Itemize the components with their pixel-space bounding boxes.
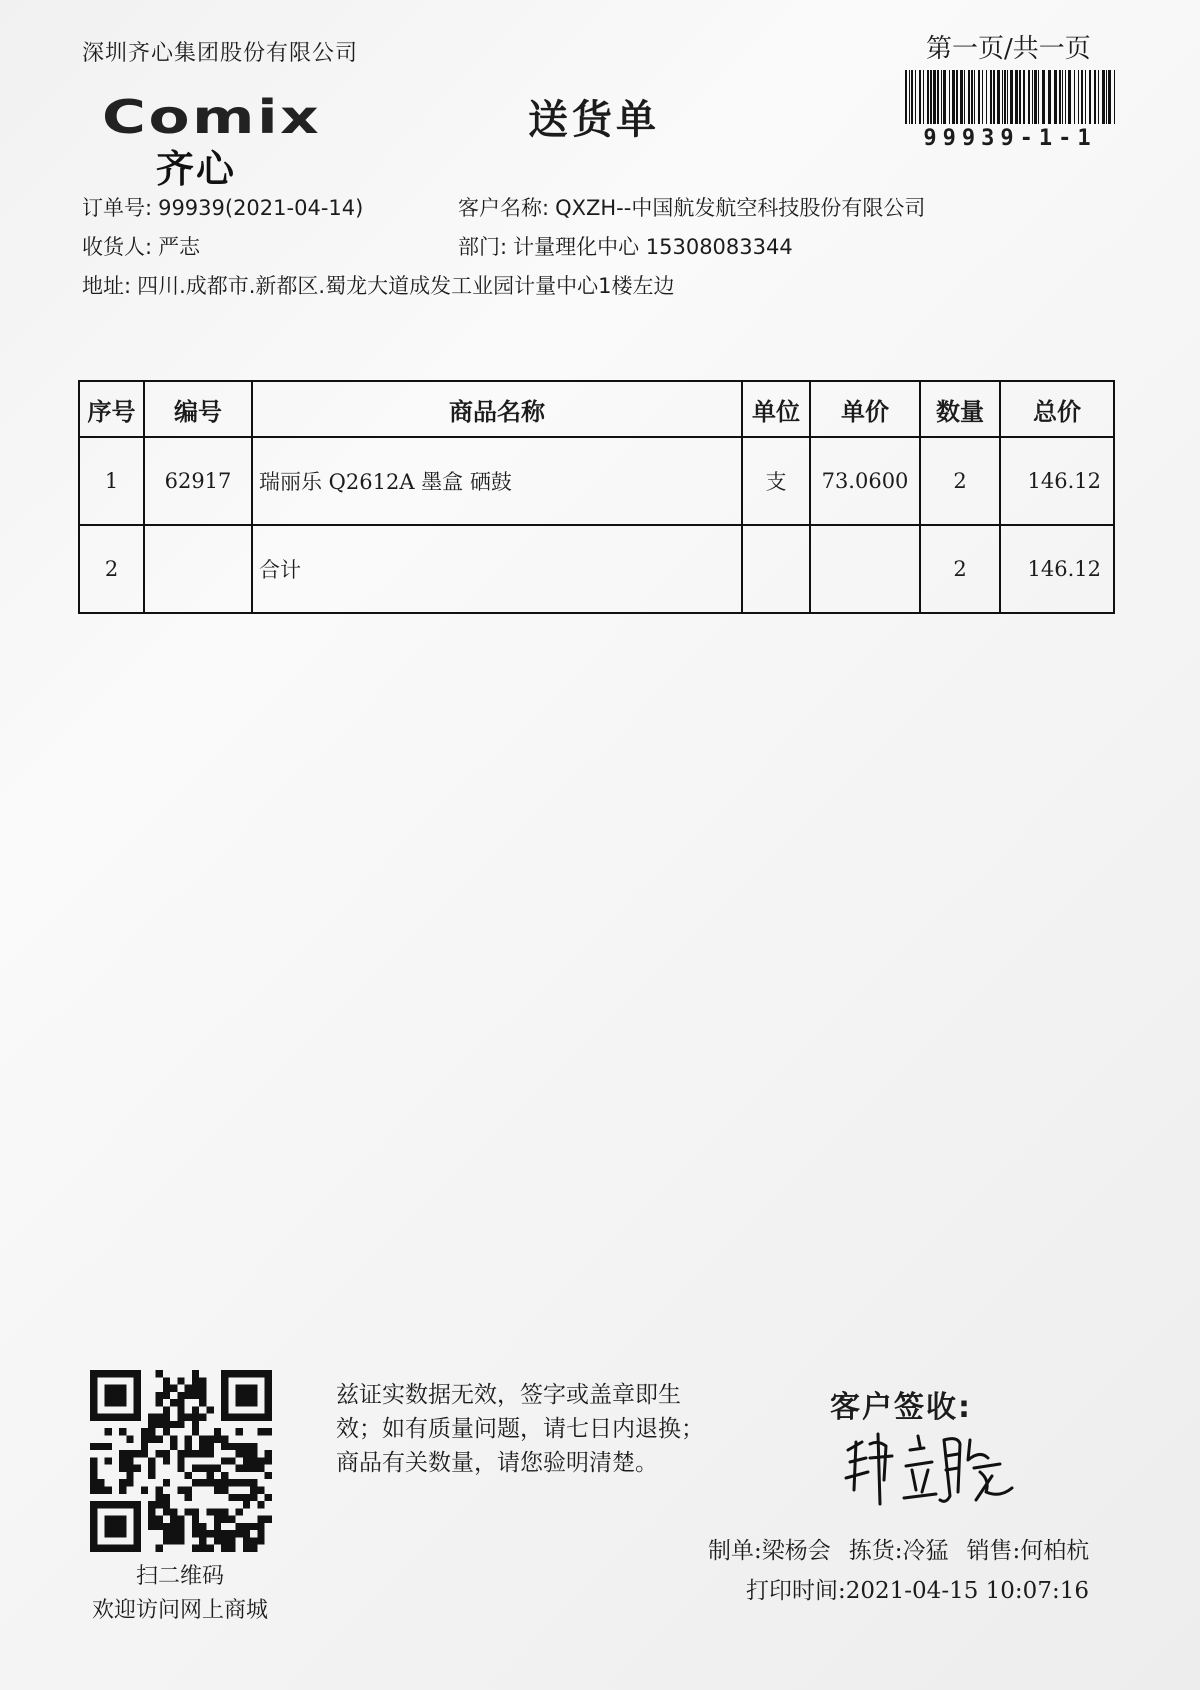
address-field [82,270,674,300]
header-unit-price: 单价 [810,381,920,437]
notice-line-1: 兹证实数据无效，签字或盖章即生 [336,1382,681,1408]
receiver-field [82,231,200,261]
maker: 制单:梁杨会 [708,1538,831,1564]
notice-line-3: 商品有关数量，请您验明清楚。 [336,1450,658,1476]
cell-unit-price [810,525,920,613]
cell-quantity: 2 [920,437,1000,525]
sales: 销售:何柏杭 [966,1538,1090,1564]
order-number-label: 订单号: [82,196,153,220]
company-name: 深圳齐心集团股份有限公司 [82,41,359,66]
qr-code[interactable] [90,1370,272,1552]
print-time: 打印时间:2021-04-15 10:07:16 [746,1578,1089,1604]
header-code: 编号 [144,381,252,437]
receiver-value: 严志 [158,235,201,259]
qr-caption-visit: 欢迎访问网上商城 [91,1598,268,1623]
customer-field [458,192,925,222]
cell-quantity: 2 [920,525,1000,613]
notice-text [336,1378,756,1480]
cell-unit-price: 73.0600 [810,437,920,525]
header-quantity: 数量 [920,381,1000,437]
department-value: 计量理化中心 15308083344 [513,235,793,259]
handwritten-signature [840,1420,1020,1510]
department-field [458,231,793,261]
qr-caption-scan: 扫二维码 [135,1564,224,1589]
cell-seq: 1 [79,437,144,525]
barcode [905,70,1115,124]
header-total: 总价 [1000,381,1114,437]
address-value: 四川.成都市.新都区.蜀龙大道成发工业园计量中心1楼左边 [137,274,675,298]
barcode-number: 99939-1-1 [923,126,1097,151]
table-header-row [79,381,1114,437]
document-title: 送货单 [528,97,660,143]
cell-code: 62917 [144,437,252,525]
logo-text-zh: 齐心 [156,147,237,191]
logo-text-en: Comix [102,90,322,144]
cell-unit: 支 [742,437,810,525]
staff-line [708,1532,1107,1565]
items-table [78,380,1115,614]
customer-signature-label: 客户签收: [830,1390,972,1425]
picker: 拣货:冷猛 [848,1538,949,1564]
cell-total: 146.12 [1000,437,1114,525]
header-seq: 序号 [79,381,144,437]
comix-logo [102,90,332,191]
qr-caption [60,1560,300,1628]
cell-product-name: 合计 [252,525,742,613]
cell-unit [742,525,810,613]
header-unit: 单位 [742,381,810,437]
customer-label: 客户名称: [458,196,550,220]
table-row-summary [79,525,1114,613]
customer-value: QXZH--中国航发航空科技股份有限公司 [555,196,926,220]
order-number-value: 99939(2021-04-14) [158,196,364,220]
receiver-label: 收货人: [82,235,153,259]
cell-total: 146.12 [1000,525,1114,613]
header-product-name: 商品名称 [252,381,742,437]
address-label: 地址: [82,274,132,298]
department-label: 部门: [458,235,508,259]
cell-seq: 2 [79,525,144,613]
notice-line-2: 效；如有质量问题，请七日内退换； [336,1416,704,1442]
order-number-field [82,192,363,222]
cell-product-name: 瑞丽乐 Q2612A 墨盒 硒鼓 [252,437,742,525]
table-row [79,437,1114,525]
cell-code [144,525,252,613]
page-indicator: 第一页/共一页 [926,34,1091,64]
